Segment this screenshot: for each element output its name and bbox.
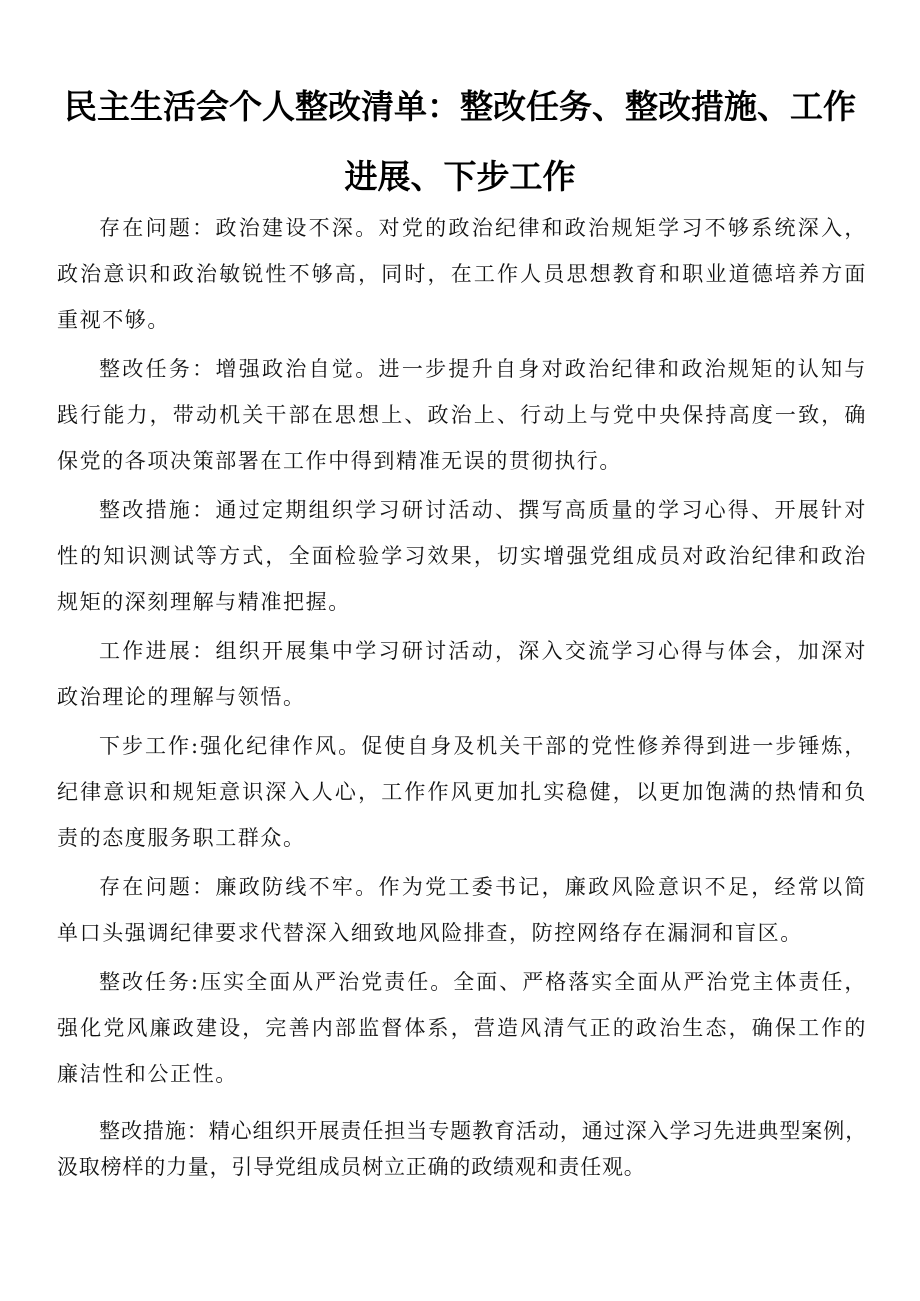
- paragraph-next-steps-1: 下步工作:强化纪律作风。促使自身及机关干部的党性修养得到进一步锤炼，纪律意识和规矩意识深入人心，工作作风更加扎实稳健，以更加饱满的热情和负责的态度服务职工群众。: [57, 734, 867, 850]
- paragraph-problem-2: 存在问题：廉政防线不牢。作为党工委书记，廉政风险意识不足，经常以简单口头强调纪律要求代替深入细致地风险排查，防控网络存在漏洞和盲区。: [57, 875, 867, 945]
- document-body: [57, 205, 867, 1188]
- document-title: 民主生活会个人整改清单：整改任务、整改措施、工作进展、下步工作: [64, 87, 856, 196]
- paragraph-task-1: 整改任务：增强政治自觉。进一步提升自身对政治纪律和政治规矩的认知与践行能力，带动机关干部在思想上、政治上、行动上与党中央保持高度一致，确保党的各项决策部署在工作中得到精准无误的贯彻执行。: [57, 357, 867, 473]
- paragraph-problem-1: 存在问题：政治建设不深。对党的政治纪律和政治规矩学习不够系统深入，政治意识和政治敏锐性不够高，同时，在工作人员思想教育和职业道德培养方面重视不够。: [57, 216, 867, 332]
- paragraph-task-2: 整改任务:压实全面从严治党责任。全面、严格落实全面从严治党主体责任，强化党风廉政建设，完善内部监督体系，营造风清气正的政治生态，确保工作的廉洁性和公正性。: [57, 970, 867, 1086]
- paragraph-measures-2: 整改措施：精心组织开展责任担当专题教育活动，通过深入学习先进典型案例，汲取榜样的力量，引导党组成员树立正确的政绩观和责任观。: [57, 1119, 867, 1179]
- paragraph-measures-1: 整改措施：通过定期组织学习研讨活动、撰写高质量的学习心得、开展针对性的知识测试等方式，全面检验学习效果，切实增强党组成员对政治纪律和政治规矩的深刻理解与精准把握。: [57, 498, 867, 614]
- paragraph-progress-1: 工作进展：组织开展集中学习研讨活动，深入交流学习心得与体会，加深对政治理论的理解与领悟。: [57, 639, 867, 709]
